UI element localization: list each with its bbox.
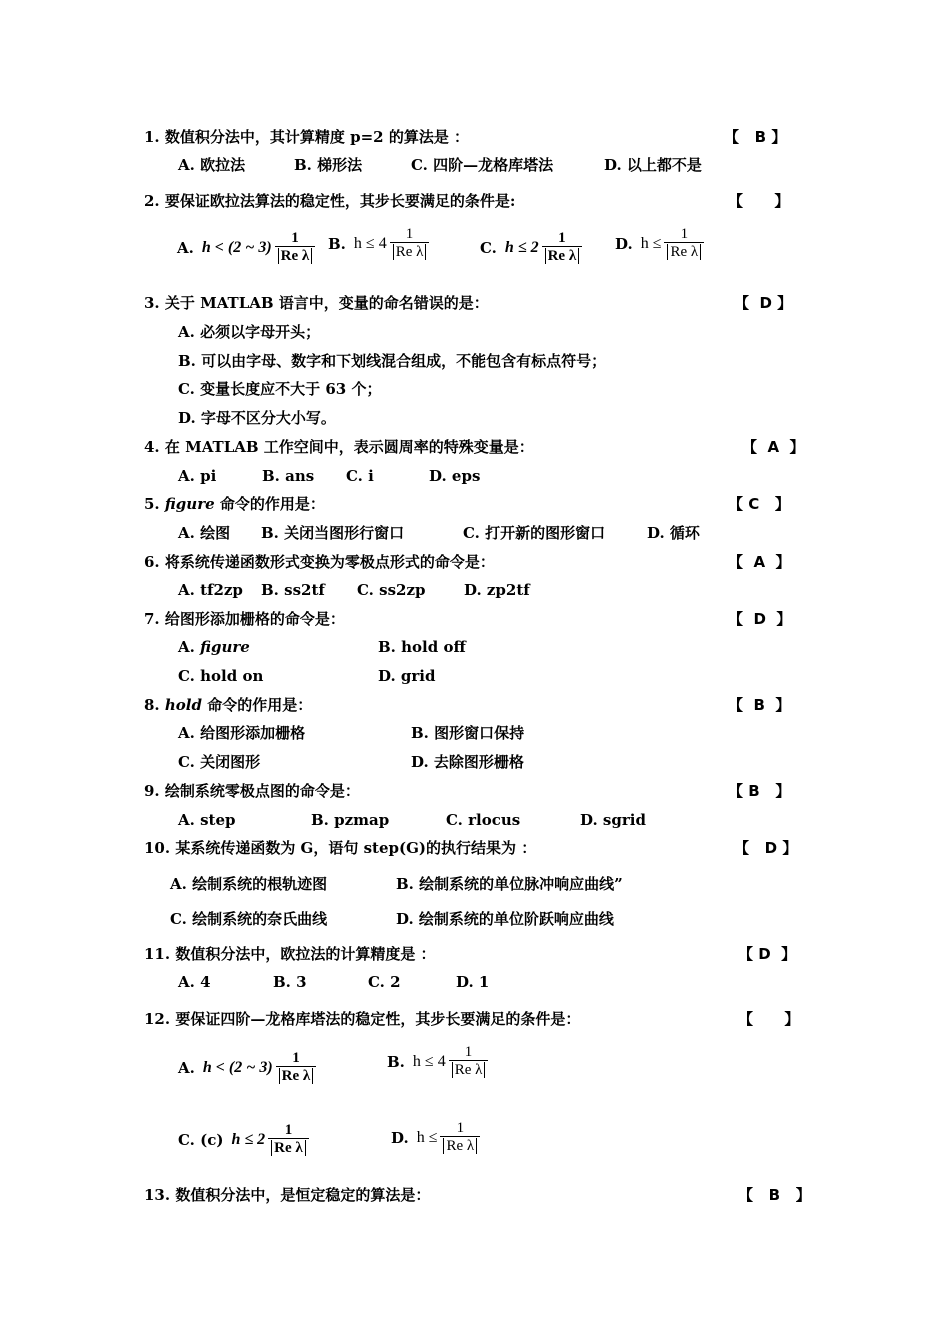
question-1-answer: 【 B 】 [724,128,787,146]
q8-option-a: A. 给图形添加栅格 [178,724,306,742]
q6-option-b: B. ss2tf [261,581,325,599]
q3-option-c: C. 变量长度应不大于 63 个； [178,380,382,398]
q10-option-d: D. 绘制系统的单位阶跃响应曲线 [396,910,614,928]
question-5-stem: 5. figure 命令的作用是： [144,495,325,513]
q6-option-a: A. tf2zp [178,581,243,599]
q3-option-a: A. 必须以字母开头； [178,323,321,341]
question-6-answer: 【 A 】 [728,553,791,571]
q5-option-a: A. 绘图 [178,524,231,542]
question-2-answer: 【 】 [728,192,790,210]
question-8-answer: 【 B 】 [728,696,791,714]
question-8-stem: 8. hold 命令的作用是： [144,696,313,714]
q4-option-d: D. eps [429,467,481,485]
question-4-stem: 4. 在 MATLAB 工作空间中，表示圆周率的特殊变量是： [144,438,534,456]
q5-option-d: D. 循环 [647,524,700,542]
q7-option-a: A. figure [178,638,250,656]
q9-option-b: B. pzmap [311,811,390,829]
q12-formula-a: A. h < (2 ~ 3) $\frac{1}{\text{Re λ}}$ [178,1050,316,1085]
q9-option-c: C. rlocus [446,811,521,829]
question-4-answer: 【 A 】 [742,438,805,456]
q7-option-c: C. hold on [178,667,264,685]
q10-option-b: B. 绘制系统的单位脉冲响应曲线” [396,875,623,893]
question-7-answer: 【 D 】 [728,610,792,628]
q11-option-c: C. 2 [368,973,401,991]
q8-option-c: C. 关闭图形 [178,753,261,771]
q7-option-d: D. grid [378,667,436,685]
question-9-stem: 9. 绘制系统零极点图的命令是： [144,782,360,800]
q4-option-b: B. ans [262,467,315,485]
q1-option-d: D. 以上都不是 [604,156,702,174]
q12-formula-d: D. h ≤ $\frac{1}{\text{Re λ}}$ [391,1120,480,1155]
q12-formula-c: C. (c) h ≤ 2 $\frac{1}{\text{Re λ}}$ [178,1122,309,1157]
q4-option-c: C. i [346,467,374,485]
question-11-stem: 11. 数值积分法中，欧拉法的计算精度是 ： [144,945,436,963]
question-12-answer: 【 】 [738,1010,800,1028]
question-2-stem: 2. 要保证欧拉法算法的稳定性，其步长要满足的条件是: [144,192,516,210]
q1-option-c: C. 四阶—龙格库塔法 [411,156,554,174]
question-3-stem: 3. 关于 MATLAB 语言中，变量的命名错误的是： [144,294,489,312]
question-10-stem: 10. 某系统传递函数为 G，语句 step(G)的执行结果为 ： [144,839,537,857]
q1-option-b: B. 梯形法 [294,156,363,174]
q5-option-b: B. 关闭当图形行窗口 [261,524,405,542]
q2-formula-b: B. h ≤ 4 $\frac{1}{\text{Re λ}}$ [328,226,429,261]
q7-option-b: B. hold off [378,638,466,656]
q1-option-a: A. 欧拉法 [178,156,246,174]
q6-option-d: D. zp2tf [464,581,530,599]
q5-option-c: C. 打开新的图形窗口 [463,524,606,542]
q9-option-a: A. step [178,811,236,829]
q2-formula-d: D. h ≤ $\frac{1}{\text{Re λ}}$ [615,226,704,261]
q2-formula-a: A. h < (2 ~ 3) $\frac{1}{\text{Re λ}}$ [177,230,315,265]
question-7-stem: 7. 给图形添加栅格的命令是： [144,610,345,628]
q3-option-d: D. 字母不区分大小写。 [178,409,336,427]
question-13-stem: 13. 数值积分法中，是恒定稳定的算法是： [144,1186,431,1204]
question-9-answer: 【 B 】 [728,782,791,800]
question-3-answer: 【 D 】 [734,294,793,312]
q11-option-d: D. 1 [456,973,490,991]
q4-option-a: A. pi [178,467,217,485]
q2-formula-c: C. h ≤ 2 $\frac{1}{\text{Re λ}}$ [480,230,582,265]
q8-option-d: D. 去除图形栅格 [411,753,524,771]
question-10-answer: 【 D 】 [734,839,798,857]
q10-option-a: A. 绘制系统的根轨迹图 [170,875,328,893]
question-11-answer: 【 D 】 [738,945,797,963]
question-13-answer: 【 B 】 [738,1186,811,1204]
q6-option-c: C. ss2zp [357,581,426,599]
question-1-stem: 1. 数值积分法中，其计算精度 p=2 的算法是 ： [144,128,470,146]
q12-formula-b: B. h ≤ 4 $\frac{1}{\text{Re λ}}$ [387,1044,488,1079]
question-6-stem: 6. 将系统传递函数形式变换为零极点形式的命令是： [144,553,495,571]
question-12-stem: 12. 要保证四阶—龙格库塔法的稳定性，其步长要满足的条件是： [144,1010,581,1028]
q9-option-d: D. sgrid [580,811,646,829]
q3-option-b: B. 可以由字母、数字和下划线混合组成，不能包含有标点符号； [178,352,607,370]
q11-option-a: A. 4 [178,973,211,991]
question-5-answer: 【 C 】 [728,495,790,513]
q8-option-b: B. 图形窗口保持 [411,724,525,742]
q11-option-b: B. 3 [273,973,307,991]
q10-option-c: C. 绘制系统的奈氏曲线 [170,910,328,928]
